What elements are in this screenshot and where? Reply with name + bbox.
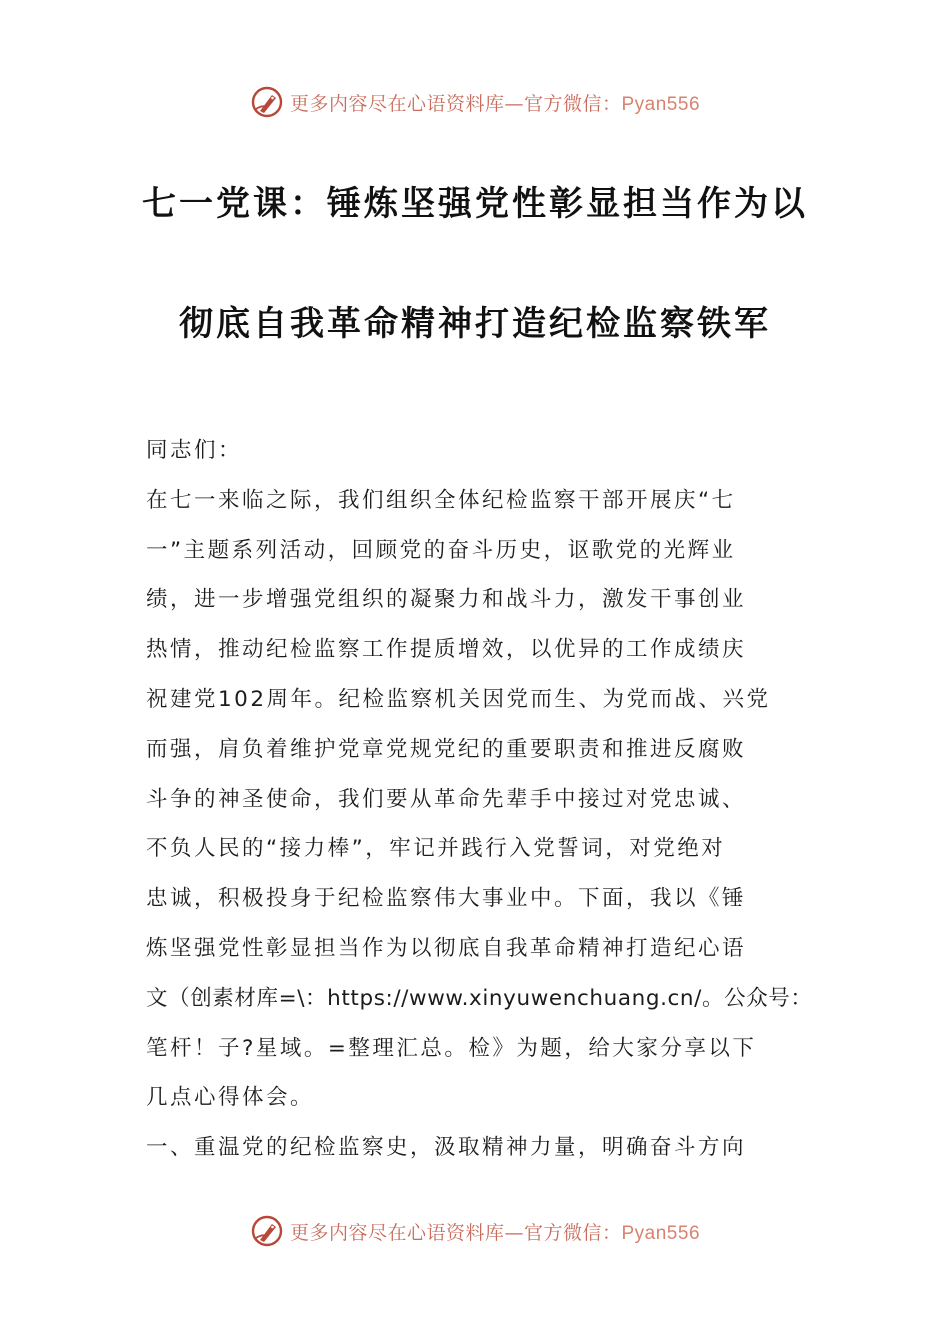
paragraph-line: 绩，进一步增强党组织的凝聚力和战斗力，激发干事创业	[146, 587, 747, 613]
paragraph-line: 忠诚，积极投身于纪检监察伟大事业中。下面，我以《锤	[146, 886, 747, 912]
paragraph-line: 斗争的神圣使命，我们要从革命先辈手中接过对党忠诚、	[146, 786, 747, 812]
section-heading-1: 一、重温党的纪检监察史，汲取精神力量，明确奋斗方向	[146, 1135, 747, 1161]
pen-nib-circle-icon	[250, 85, 284, 119]
banner-slogan: 更多内容尽在心语资料库—官方微信：	[289, 1221, 622, 1244]
paragraph-line: 一”主题系列活动，回顾党的奋斗历史，讴歌党的光辉业	[146, 537, 736, 563]
paragraph-line: 不负人民的“接力棒”，牢记并践行入党誓词，对党绝对	[146, 836, 726, 862]
paragraph-line: 热情，推动纪检监察工作提质增效，以优异的工作成绩庆	[146, 637, 747, 663]
paragraph-line: 祝建党102周年。纪检监察机关因党而生、为党而战、兴党	[146, 686, 771, 712]
banner-text	[290, 89, 700, 116]
document-body	[146, 426, 814, 1173]
paragraph-line: 炼坚强党性彰显担当作为以彻底自我革命精神打造纪心语	[146, 935, 747, 961]
salutation: 同志们：	[146, 438, 243, 463]
header-banner	[0, 82, 950, 122]
document-title-line-2: 彻底自我革命精神打造纪检监察铁军	[179, 304, 771, 344]
paragraph-line: 笔杆！子?星域。=整理汇总。检》为题，给大家分享以下	[146, 1035, 757, 1061]
footer-banner	[0, 1211, 950, 1251]
paragraph-1	[146, 476, 814, 1123]
paragraph-line: 在七一来临之际，我们组织全体纪检监察干部开展庆“七	[146, 487, 736, 513]
wechat-id: Pyan556	[621, 1222, 701, 1244]
banner-slogan: 更多内容尽在心语资料库—官方微信：	[289, 92, 622, 115]
document-title-line-1: 七一党课：锤炼坚强党性彰显担当作为以	[142, 184, 808, 224]
paragraph-line: 几点心得体会。	[146, 1085, 315, 1111]
pen-nib-circle-icon	[250, 1214, 284, 1248]
paragraph-line-with-url: 文（创素材库=\：https://www.xinyuwenchuang.cn/。公众号：	[146, 985, 813, 1011]
banner-text	[290, 1218, 700, 1245]
wechat-id: Pyan556	[621, 93, 701, 115]
paragraph-line: 而强，肩负着维护党章党规党纪的重要职责和推进反腐败	[146, 736, 747, 762]
